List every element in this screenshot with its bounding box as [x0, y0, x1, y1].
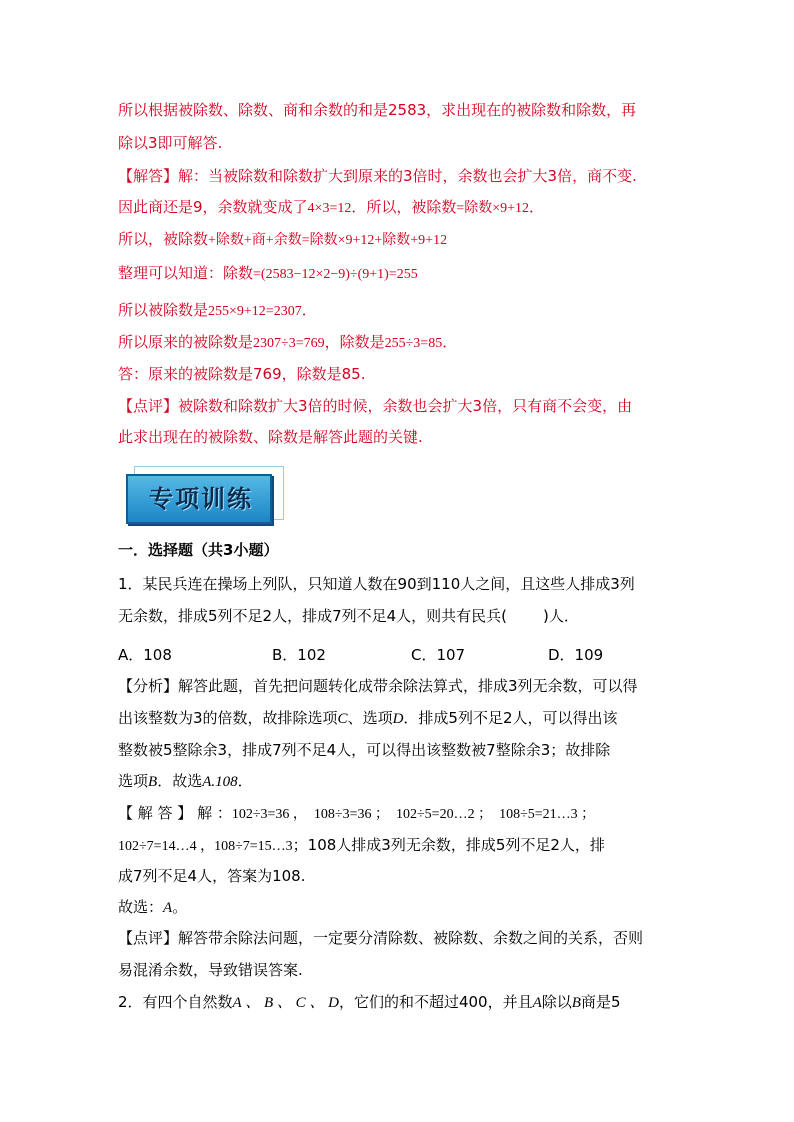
analysis-line-2 — [118, 708, 618, 729]
analysis-line-4-text: 选项 — [118, 772, 149, 790]
analysis-line-3: 整数被5整除余3，排成7列不足4人，可以得出该整数被7整除余3；故排除 — [118, 741, 611, 759]
solution-line-2-math: 102÷7=14…4 ，108÷7=15…3 — [118, 839, 293, 854]
comment-line-2: 此求出现在的被除数、除数是解答此题的关键. — [118, 428, 423, 446]
answer-line-3-text: 所以，被除数 — [118, 230, 209, 248]
answer-line-4-math: =(2583−12×2−9)÷(9+1)=255 — [253, 267, 418, 282]
analysis-line-2-text-c: ．排成5列不足2人，可以得出该 — [403, 709, 618, 727]
q1-comment-line-2: 易混淆余数，导致错误答案. — [118, 961, 303, 979]
intro-line-2: 除以3即可解答. — [118, 134, 223, 152]
q2-text-c: 除以 — [541, 993, 572, 1011]
choice-line — [118, 897, 187, 918]
choice-math: A — [163, 900, 173, 916]
answer-line-6 — [118, 332, 457, 354]
answer-line-1: 【解答】解：当被除数和除数扩大到原来的3倍时，余数也会扩大3倍，商不变. — [118, 167, 637, 185]
analysis-line-2-text: 出该整数为3的倍数，故排除选项 — [118, 709, 338, 727]
answer-line-5-math: 255×9+12=2307 — [208, 304, 302, 319]
answer-line-6-math-b: 255÷3=85 — [384, 336, 443, 351]
q2-math: A 、 B 、 C 、 D — [232, 995, 339, 1011]
answer-line-2-text-b: ．所以，被除数 — [351, 198, 457, 216]
analysis-line-1: 【分析】解答此题，首先把问题转化成带余除法算式，排成3列无余数，可以得 — [118, 677, 638, 695]
answer-line-2-text: 因此商还是9，余数就变成了 — [118, 198, 308, 216]
choice-text-b: 。 — [172, 898, 188, 916]
solution-line-2 — [118, 835, 605, 857]
q2-text-b: ，它们的和不超过400，并且 — [338, 993, 533, 1011]
comment-line-1: 【点评】被除数和除数扩大3倍的时候，余数也会扩大3倍，只有商不会变，由 — [118, 397, 633, 415]
q1-line-2 — [118, 606, 579, 626]
q2-line-1 — [118, 992, 621, 1013]
banner-plate — [126, 474, 272, 524]
analysis-line-4-math: B — [148, 774, 158, 790]
option-a: A．108 — [118, 646, 172, 664]
answer-line-3 — [118, 229, 447, 251]
option-b: B．102 — [272, 646, 326, 664]
choice-text: 故选： — [118, 898, 164, 916]
answer-line-2-math: 4×3=12 — [307, 201, 352, 216]
analysis-line-4-math-b: A.108 — [202, 774, 238, 790]
solution-line-3: 成7列不足4人，答案为108. — [118, 867, 306, 885]
answer-line-2-text-c: ． — [529, 198, 545, 216]
analysis-line-4-text-c: ． — [237, 772, 253, 790]
final-answer: 答：原来的被除数是769，除数是85. — [118, 365, 366, 383]
q1-line-1: 1．某民兵连在操场上列队，只知道人数在90到110人之间，且这些人排成3列 — [118, 575, 635, 593]
section-heading: 一．选择题（共3小题） — [118, 541, 279, 559]
answer-line-2-math-b: =除数×9+12 — [456, 201, 530, 216]
answer-line-4-text: 整理可以知道：除数 — [118, 264, 254, 282]
answer-line-3-math: +除数+商+余数=除数×9+12+除数+9+12 — [208, 233, 448, 248]
answer-line-5-text-b: ． — [301, 301, 317, 319]
answer-line-2 — [118, 197, 544, 219]
answer-line-6-text-c: ． — [442, 333, 458, 351]
analysis-line-2-text-b: 、选项 — [347, 709, 393, 727]
solution-line-2-text: ；108人排成3列无余数，排成5列不足2人，排 — [292, 836, 605, 854]
section-banner — [126, 466, 282, 526]
answer-line-4 — [118, 263, 418, 285]
intro-line-1: 所以根据被除数、除数、商和余数的和是2583，求出现在的被除数和除数，再 — [118, 101, 637, 119]
solution-line-1-math: 102÷3=36 ， 108÷3=36 ； 102÷5=20…2 ； 108÷5=21…3 ； — [231, 807, 596, 822]
solution-line-1 — [118, 803, 595, 825]
q2-math-c: B — [571, 995, 581, 1011]
option-c: C．107 — [411, 646, 466, 664]
answer-line-6-text-b: ，除数是 — [324, 333, 385, 351]
solution-line-1-text: 【 解 答 】 解 ： — [118, 804, 232, 822]
analysis-line-2-math-b: D — [392, 711, 404, 727]
answer-line-6-math: 2307÷3=769 — [253, 336, 325, 351]
q1-line-2-text: 无余数，排成5列不足2人，排成7列不足4人，则共有民兵( — [118, 607, 508, 625]
answer-line-5-text: 所以被除数是 — [118, 301, 209, 319]
analysis-line-2-math: C — [337, 711, 348, 727]
banner-title: 专项训练 — [149, 484, 253, 513]
answer-line-6-text: 所以原来的被除数是 — [118, 333, 254, 351]
analysis-line-4-text-b: ．故选 — [157, 772, 203, 790]
answer-line-5 — [118, 300, 317, 322]
option-d: D．109 — [548, 646, 604, 664]
q1-comment-line-1: 【点评】解答带余除法问题，一定要分清除数、被除数、余数之间的关系，否则 — [118, 929, 644, 947]
q2-text-d: 商是5 — [580, 993, 621, 1011]
analysis-line-4 — [118, 771, 253, 792]
q1-line-2-text-b: )人． — [543, 607, 579, 625]
q2-text: 2．有四个自然数 — [118, 993, 233, 1011]
q2-math-b: A — [532, 995, 542, 1011]
